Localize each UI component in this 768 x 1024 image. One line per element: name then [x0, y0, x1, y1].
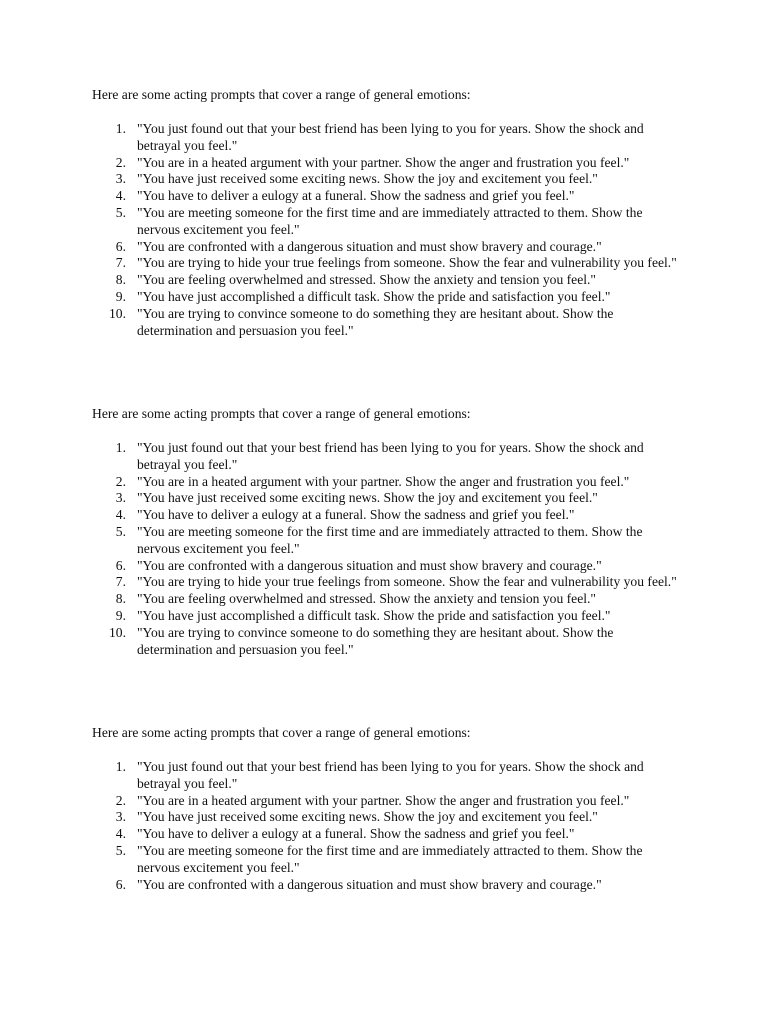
prompt-list: [92, 440, 682, 658]
list-item-text: "You are feeling overwhelmed and stressed. Show the anxiety and tension you feel.": [137, 272, 596, 288]
list-item-text: "You have to deliver a eulogy at a funeral. Show the sadness and grief you feel.": [137, 188, 575, 204]
prompt-section-1: [92, 86, 682, 339]
list-item: [92, 558, 682, 575]
list-item-text: "You have just accomplished a difficult task. Show the pride and satisfaction you feel.": [137, 288, 611, 304]
list-item: [92, 155, 682, 172]
list-item: [92, 608, 682, 625]
list-item: [92, 255, 682, 272]
list-item-text: "You are trying to hide your true feelings from someone. Show the fear and vulnerability you feel.": [137, 255, 677, 271]
list-item-text: "You are confronted with a dangerous situation and must show bravery and courage.": [137, 238, 602, 254]
list-item-number: 4.: [115, 507, 126, 523]
list-item-number: 5.: [115, 523, 126, 539]
list-item: [92, 793, 682, 810]
list-item-text: "You have to deliver a eulogy at a funeral. Show the sadness and grief you feel.": [137, 826, 575, 842]
list-item: [92, 826, 682, 843]
list-item-number: 5.: [115, 204, 126, 220]
list-item-text: "You are trying to convince someone to do something they are hesitant about. Show the determination and persuasion you feel.": [137, 624, 614, 657]
list-item-number: 1.: [115, 440, 126, 455]
list-item-number: 9.: [115, 607, 126, 623]
list-item-number: 2.: [115, 154, 126, 170]
list-item: [92, 188, 682, 205]
list-item: [92, 474, 682, 491]
list-item-number: 5.: [115, 842, 126, 858]
list-item: [92, 121, 682, 155]
list-item-text: "You are in a heated argument with your partner. Show the anger and frustration you feel.": [137, 473, 630, 489]
list-item: [92, 289, 682, 306]
section-intro: Here are some acting prompts that cover a range of general emotions:: [92, 725, 471, 740]
list-item: [92, 490, 682, 507]
list-item: [92, 171, 682, 188]
list-item-number: 3.: [115, 490, 126, 506]
list-item-number: 10.: [109, 624, 126, 640]
list-item-number: 6.: [115, 238, 126, 254]
list-item-text: "You just found out that your best friend has been lying to you for years. Show the shock and betrayal you feel.": [137, 440, 644, 472]
list-item-number: 7.: [115, 574, 126, 590]
list-item-number: 4.: [115, 826, 126, 842]
list-item: [92, 809, 682, 826]
list-item: [92, 306, 682, 340]
list-item-text: "You have just received some exciting news. Show the joy and excitement you feel.": [137, 490, 598, 506]
list-item-text: "You are in a heated argument with your partner. Show the anger and frustration you feel.": [137, 792, 630, 808]
list-item: [92, 239, 682, 256]
list-item-number: 1.: [115, 759, 126, 774]
list-item-text: "You have just received some exciting news. Show the joy and excitement you feel.": [137, 809, 598, 825]
list-item-number: 2.: [115, 792, 126, 808]
list-item: [92, 843, 682, 877]
section-intro: Here are some acting prompts that cover a range of general emotions:: [92, 87, 471, 102]
list-item-number: 8.: [115, 272, 126, 288]
list-item-text: "You are feeling overwhelmed and stressed. Show the anxiety and tension you feel.": [137, 591, 596, 607]
list-item-number: 2.: [115, 473, 126, 489]
prompt-section-3: [92, 724, 682, 893]
list-item-text: "You are confronted with a dangerous situation and must show bravery and courage.": [137, 557, 602, 573]
list-item-number: 10.: [109, 305, 126, 321]
list-item-text: "You are meeting someone for the first time and are immediately attracted to them. Show the nervous excitement you feel.": [137, 204, 643, 237]
prompt-list: [92, 121, 682, 339]
prompt-section-2: [92, 405, 682, 658]
list-item-text: "You just found out that your best friend has been lying to you for years. Show the shock and betrayal you feel.": [137, 759, 644, 791]
list-item-text: "You are confronted with a dangerous situation and must show bravery and courage.": [137, 876, 602, 892]
list-item-number: 6.: [115, 557, 126, 573]
list-item-number: 7.: [115, 255, 126, 271]
list-item-text: "You just found out that your best friend has been lying to you for years. Show the shock and betrayal you feel.": [137, 121, 644, 153]
list-item: [92, 574, 682, 591]
list-item-text: "You have to deliver a eulogy at a funeral. Show the sadness and grief you feel.": [137, 507, 575, 523]
list-item-number: 8.: [115, 591, 126, 607]
list-item: [92, 591, 682, 608]
list-item: [92, 507, 682, 524]
list-item-number: 3.: [115, 809, 126, 825]
list-item-number: 4.: [115, 188, 126, 204]
list-item: [92, 205, 682, 239]
list-item-text: "You have just accomplished a difficult task. Show the pride and satisfaction you feel.": [137, 607, 611, 623]
list-item-text: "You are meeting someone for the first time and are immediately attracted to them. Show the nervous excitement you feel.": [137, 523, 643, 556]
list-item-text: "You have just received some exciting news. Show the joy and excitement you feel.": [137, 171, 598, 187]
list-item-text: "You are in a heated argument with your partner. Show the anger and frustration you feel.": [137, 154, 630, 170]
list-item-text: "You are trying to convince someone to do something they are hesitant about. Show the determination and persuasion you feel.": [137, 305, 614, 338]
list-item: [92, 877, 682, 894]
list-item-number: 3.: [115, 171, 126, 187]
list-item: [92, 625, 682, 659]
list-item-text: "You are trying to hide your true feelings from someone. Show the fear and vulnerability you feel.": [137, 574, 677, 590]
list-item-number: 6.: [115, 876, 126, 892]
list-item: [92, 440, 682, 474]
list-item-number: 9.: [115, 288, 126, 304]
section-intro: Here are some acting prompts that cover a range of general emotions:: [92, 406, 471, 421]
list-item: [92, 272, 682, 289]
prompt-list: [92, 759, 682, 893]
list-item-text: "You are meeting someone for the first time and are immediately attracted to them. Show the nervous excitement you feel.": [137, 842, 643, 875]
list-item: [92, 524, 682, 558]
list-item-number: 1.: [115, 121, 126, 136]
list-item: [92, 759, 682, 793]
